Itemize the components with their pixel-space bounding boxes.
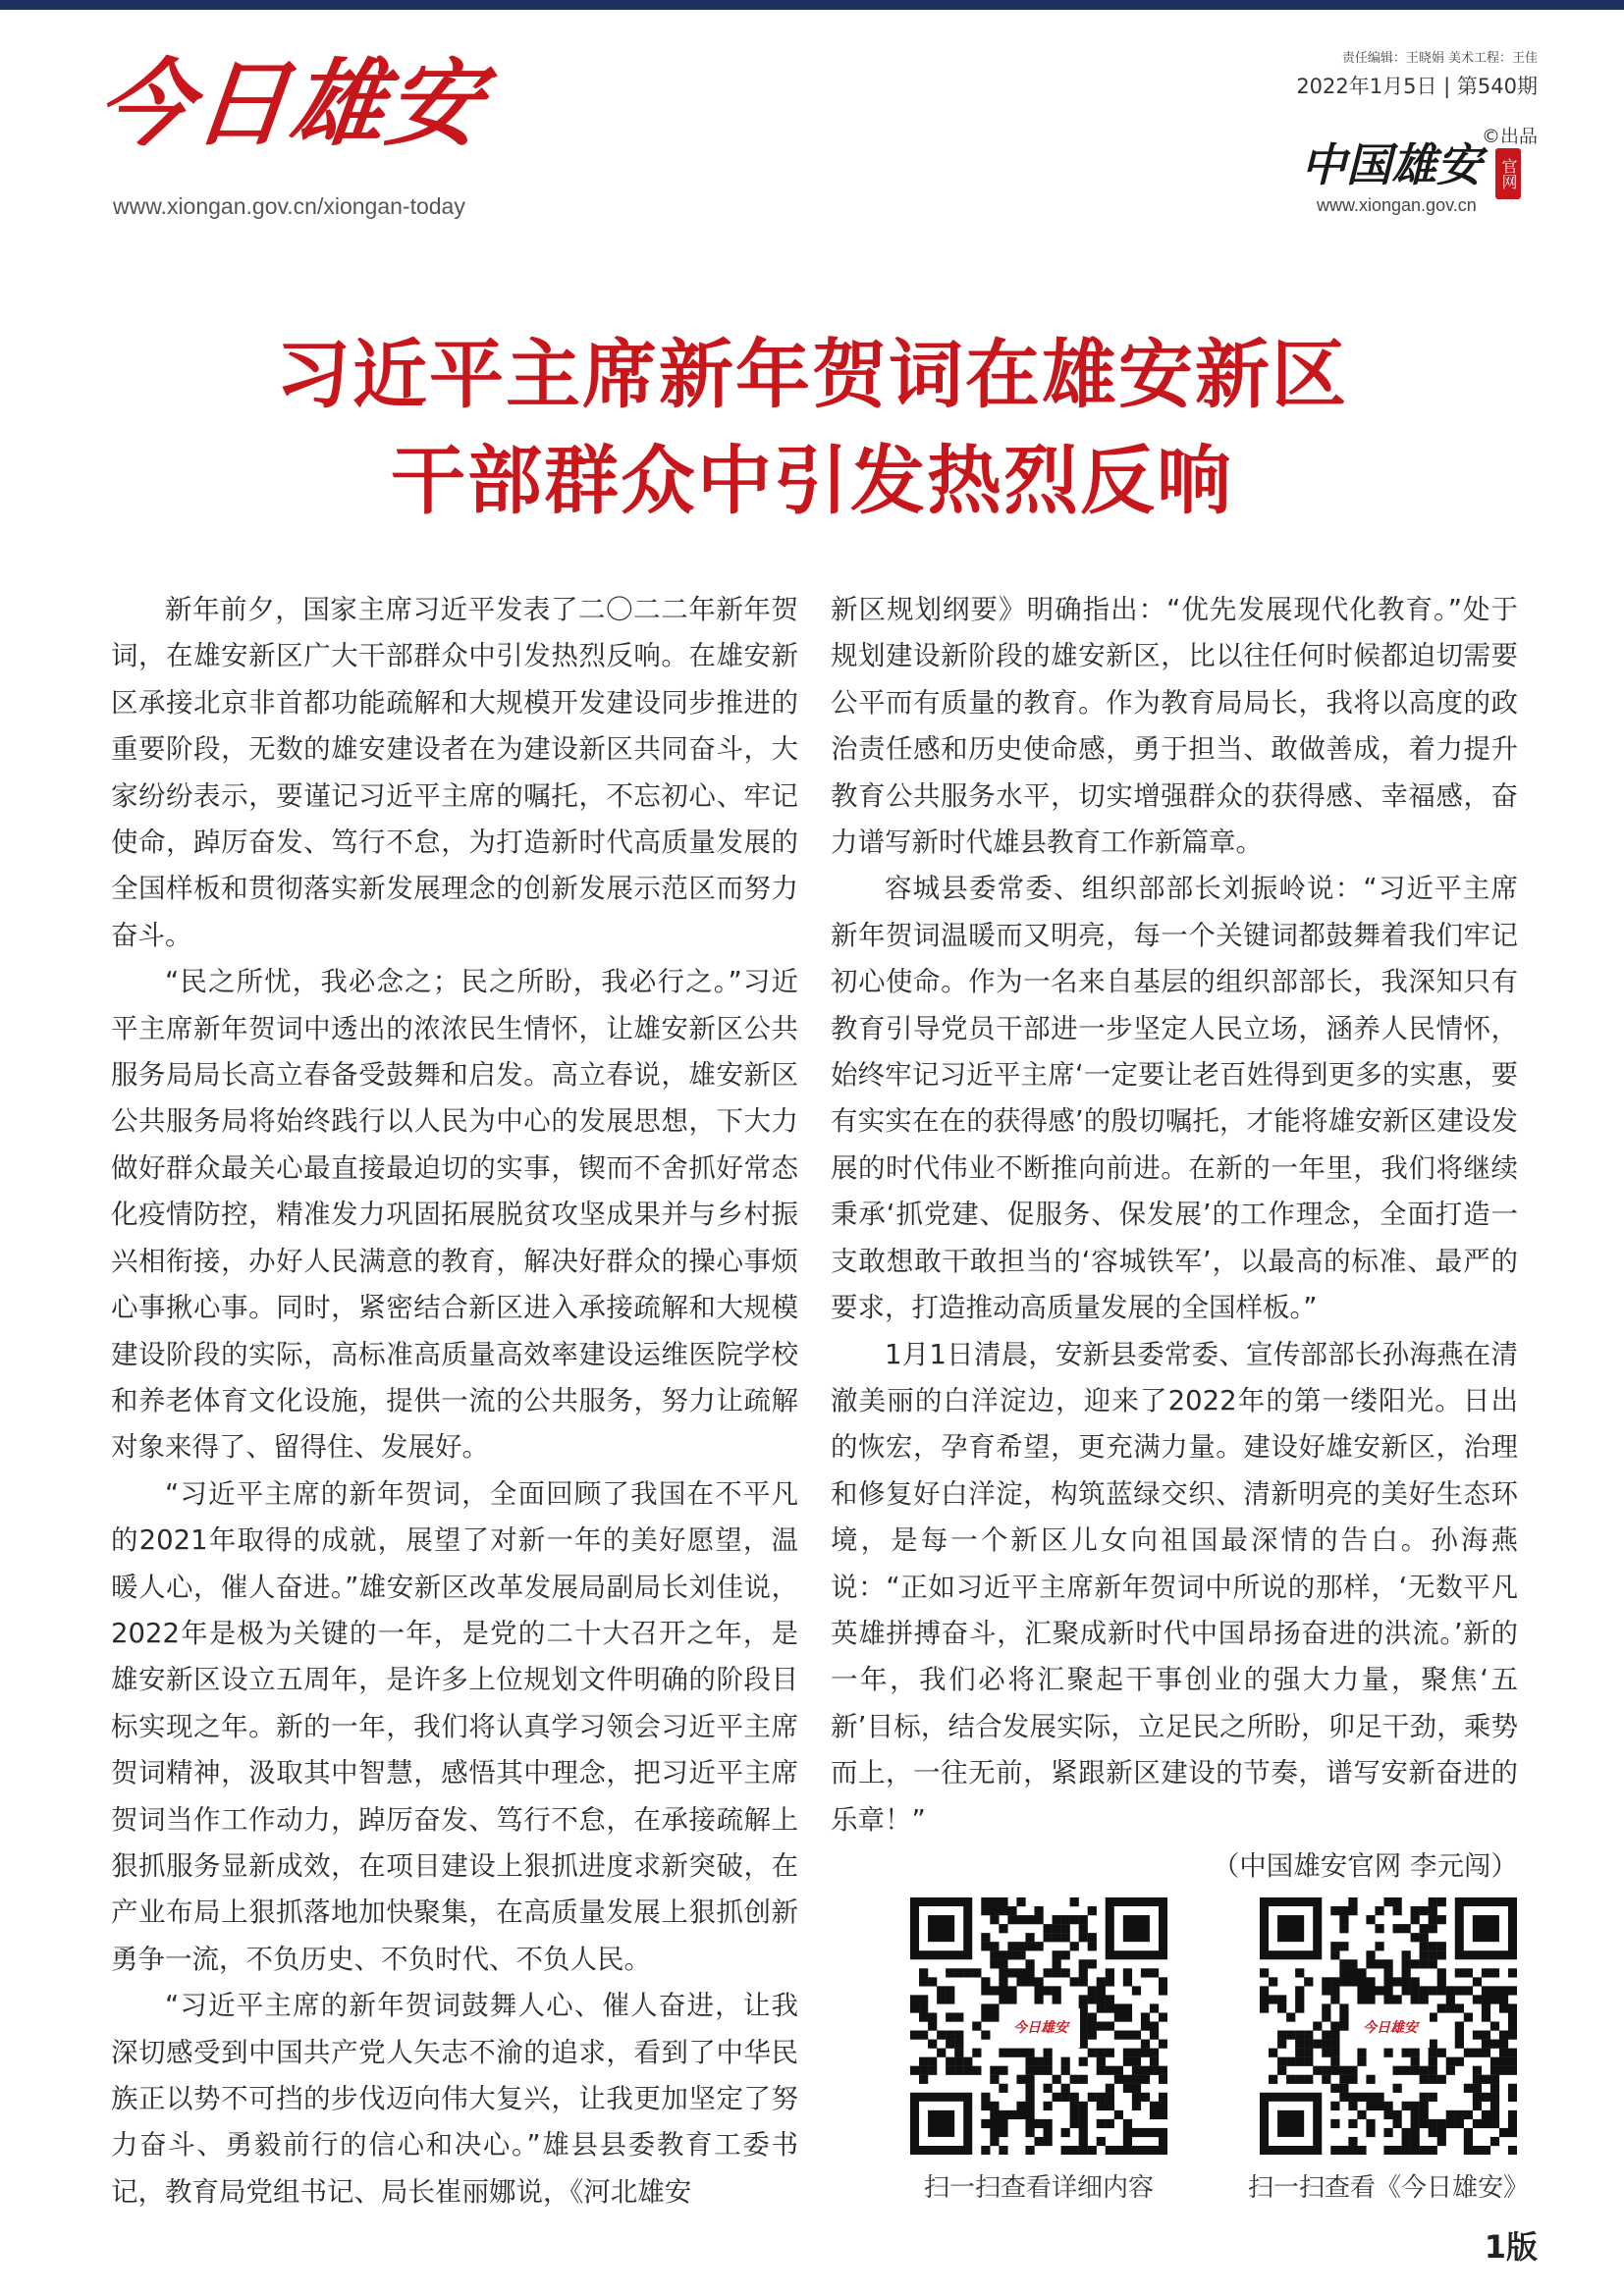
headline-line-2: 干部群众中引发热烈反响 xyxy=(391,437,1233,524)
paragraph: 新年前夕，国家主席习近平发表了二〇二二年新年贺词，在雄安新区广大干部群众中引发热烈反响。在雄安新区承接北京非首都功能疏解和大规模开发建设同步推进的重要阶段，无数的雄安建设者在为建设新区共同奋斗，大家纷纷表示，要谨记习近平主席的嘱托，不忘初心、牢记使命，踔厉奋发、笃行不怠，为打造新时代高质量发展的全国样板和贯彻落实新发展理念的创新发展示范区而努力奋斗。 xyxy=(111,594,798,951)
qr-center-logo: 今日雄安 xyxy=(1351,2008,1430,2048)
paragraph: “习近平主席的新年贺词，全面回顾了我国在不平凡的2021年取得的成就，展望了对新一年的美好愿望，温暖人心，催人奋进。”雄安新区改革发展局副局长刘佳说，2022年是极为关键的一年，是党的二十大召开之年，是雄安新区设立五周年，是许多上位规划文件明确的阶段目标实现之年。新的一年，我们将认真学习领会习近平主席贺词精神，汲取其中智慧，感悟其中理念，把习近平主席贺词当作工作动力，踔厉奋发、笃行不怠，在承接疏解上狠抓服务显新成效，在项目建设上狠抓进度求新突破，在产业布局上狠抓落地加快聚集，在高质量发展上狠抓创新勇争一流，不负历史、不负时代、不负人民。 xyxy=(111,1477,798,1975)
qr-caption-newspaper: 扫一扫查看《今日雄安》 xyxy=(1247,2173,1529,2203)
top-color-bar xyxy=(0,0,1624,10)
article-column-left xyxy=(111,587,798,2216)
qr-caption-details: 扫一扫查看详细内容 xyxy=(923,2173,1154,2203)
paragraph: 容城县委常委、组织部部长刘振岭说：“习近平主席新年贺词温暖而又明亮，每一个关键词都鼓舞着我们牢记初心使命。作为一名来自基层的组织部部长，我深知只有教育引导党员干部进一步坚定人民立场，涵养人民情怀，始终牢记习近平主席‘一定要让老百姓得到更多的实惠，要有实实在在的获得感’的殷切嘱托，才能将雄安新区建设发展的时代伟业不断推向前进。在新的一年里，我们将继续秉承‘抓党建、促服务、保发展’的工作理念，全面打造一支敢想敢干敢担当的‘容城铁军’，以最高的标准、最严的要求，打造推动高质量发展的全国样板。” xyxy=(831,873,1518,1324)
publisher-name: 中国雄安 xyxy=(1301,138,1482,191)
official-seal-badge: 官网 xyxy=(1495,148,1521,199)
paragraph: 1月1日清晨，安新县委常委、宣传部部长孙海燕在清澈美丽的白洋淀边，迎来了2022年的第一缕阳光。日出的恢宏，孕育希望，更充满力量。建设好雄安新区，治理和修复好白洋淀，构筑蓝绿交织、清新明亮的美好生态环境，是每一个新区儿女向祖国最深情的告白。孙海燕说：“正如习近平主席新年贺词中所说的那样，‘无数平凡英雄拼搏奋斗，汇聚成新时代中国昂扬奋进的洪流。’新的一年，我们必将汇聚起干事创业的强大力量，聚焦‘五新’目标，结合发展实际，立足民之所盼，卯足干劲，乘势而上，一往无前，紧跟新区建设的节奏，谱写安新奋进的乐章！” xyxy=(831,1338,1518,1836)
masthead-logo: 今日雄安 xyxy=(92,48,489,159)
page-number: 1版 xyxy=(1484,2228,1538,2266)
paragraph-continued: 新区规划纲要》明确指出：“优先发展现代化教育。”处于规划建设新阶段的雄安新区，比以往任何时候都迫切需要公平而有质量的教育。作为教育局局长，我将以高度的政治责任感和历史使命感，勇于担当、敢做善成，着力提升教育公共服务水平，切实增强群众的获得感、幸福感，奋力谱写新时代雄县教育工作新篇章。 xyxy=(831,594,1518,859)
publisher-url[interactable]: www.xiongan.gov.cn xyxy=(1317,195,1477,215)
editors-credit: 责任编辑：王晓娟 美术工程：王佳 xyxy=(1341,51,1538,66)
paragraph: “习近平主席的新年贺词鼓舞人心、催人奋进，让我深切感受到中国共产党人矢志不渝的追求，看到了中华民族正以势不可挡的步伐迈向伟大复兴，让我更加坚定了努力奋斗、勇毅前行的信心和决心。”雄县县委教育工委书记，教育局党组书记、局长崔丽娜说，《河北雄安 xyxy=(111,1990,798,2208)
qr-code-newspaper[interactable] xyxy=(1260,1897,1517,2155)
qr-center-logo: 今日雄安 xyxy=(1001,2008,1080,2048)
article-column-right xyxy=(831,587,1518,1890)
masthead-url[interactable]: www.xiongan.gov.cn/xiongan-today xyxy=(113,193,465,219)
qr-code-details[interactable] xyxy=(910,1897,1167,2155)
headline-line-1: 习近平主席新年贺词在雄安新区 xyxy=(276,331,1348,418)
issue-date: 2022年1月5日 | 第540期 xyxy=(1296,75,1538,98)
article-headline xyxy=(79,322,1545,534)
paragraph: “民之所忧，我必念之；民之所盼，我必行之。”习近平主席新年贺词中透出的浓浓民生情怀，让雄安新区公共服务局局长高立春备受鼓舞和启发。高立春说，雄安新区公共服务局将始终践行以人民为中心的发展思想，下大力做好群众最关心最直接最迫切的实事，锲而不舍抓好常态化疫情防控，精准发力巩固拓展脱贫攻坚成果并与乡村振兴相衔接，办好人民满意的教育，解决好群众的操心事烦心事揪心事。同时，紧密结合新区进入承接疏解和大规模建设阶段的实际，高标准高质量高效率建设运维医院学校和养老体育文化设施，提供一流的公共服务，努力让疏解对象来得了、留得住、发展好。 xyxy=(111,966,798,1464)
publisher-credit: ©出品 xyxy=(1481,126,1538,147)
publisher-logo xyxy=(1301,138,1546,231)
article-credit: （中国雄安官网 李元闯） xyxy=(1212,1849,1518,1882)
